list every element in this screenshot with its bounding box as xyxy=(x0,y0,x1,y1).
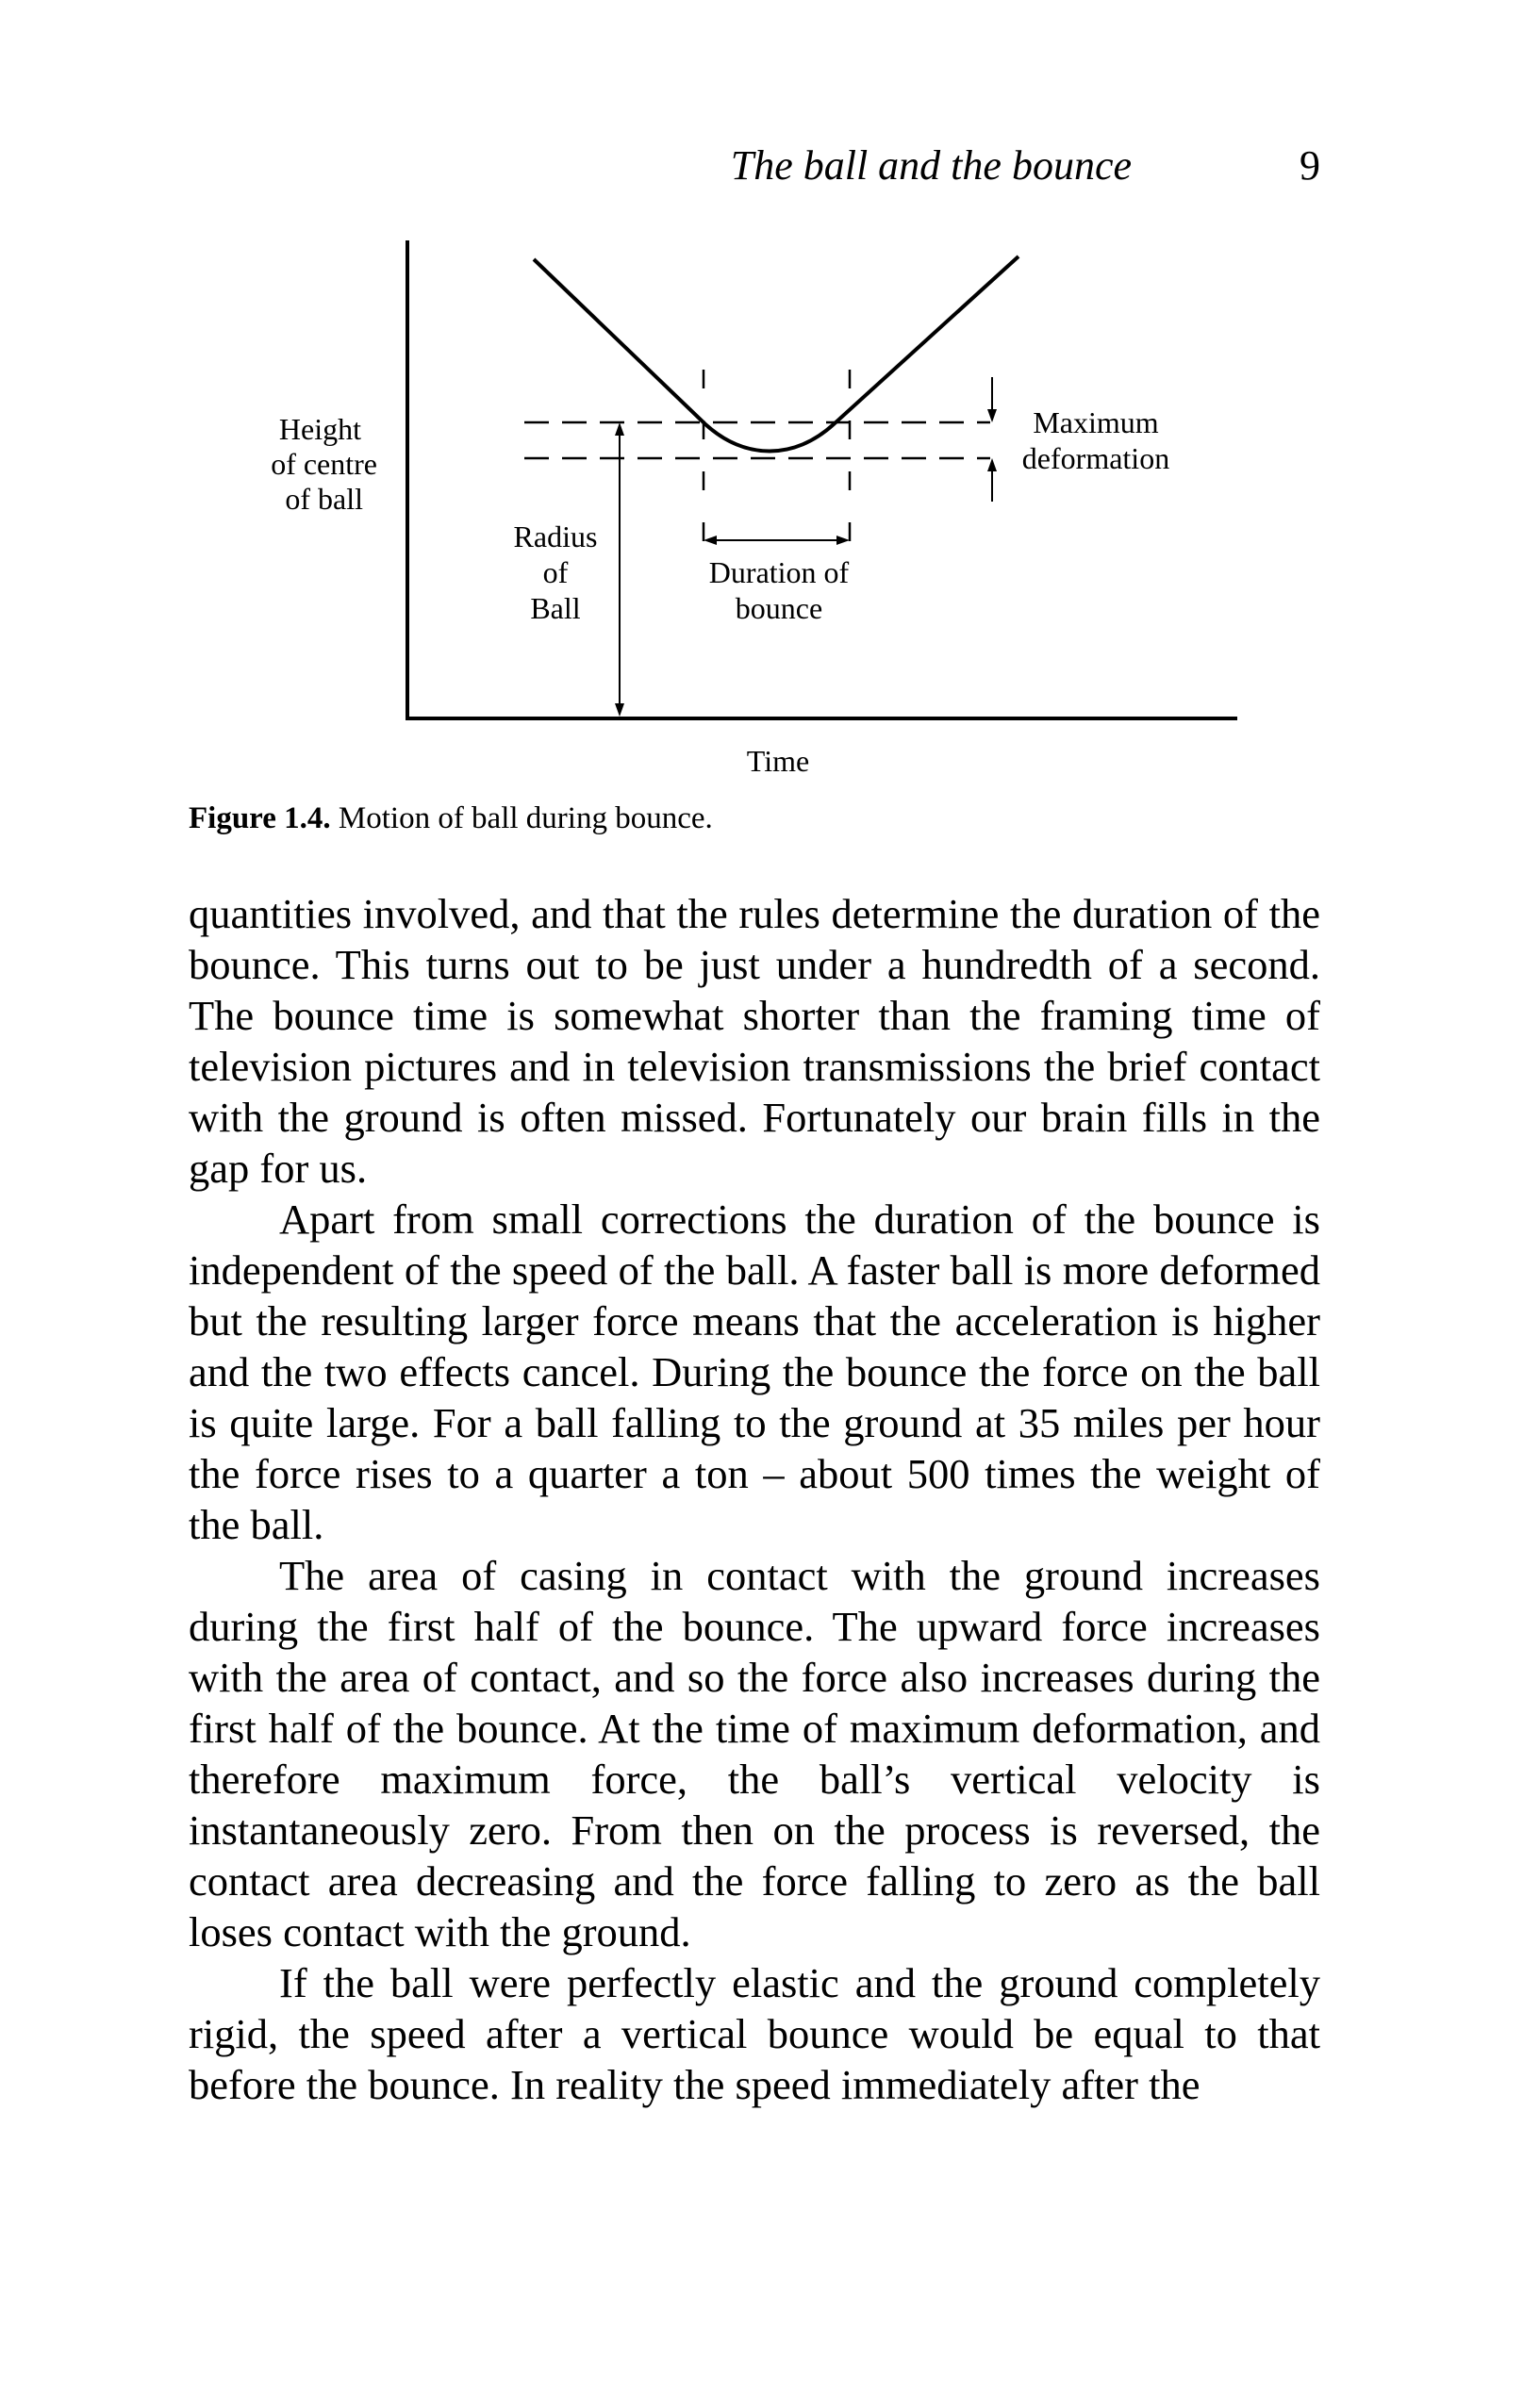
duration-label-line-1: Duration of xyxy=(708,555,850,589)
figure-caption-label: Figure 1.4. xyxy=(189,801,331,835)
deformation-label-line-2: deformation xyxy=(1021,441,1170,475)
y-axis-label-line-3: of ball xyxy=(285,482,363,516)
deformation-arrow-down-head xyxy=(987,409,997,422)
running-head-title: The ball and the bounce xyxy=(730,142,1132,189)
radius-arrow-head-bottom xyxy=(615,703,624,717)
x-axis-label: Time xyxy=(746,744,810,778)
radius-label-line-1: Radius xyxy=(513,520,598,553)
figure-caption-text: Motion of ball during bounce. xyxy=(330,801,713,835)
paragraph-2: Apart from small corrections the duration of the bounce is independent of the speed of the ball. A faster ball is more deformed but the resulting larger force means that the acceleration is higher and the two effects cancel. During the bounce the force on the ball is quite large. For a ball falling to the ground at 35 miles per hour the force rises to a quarter a ton – about 500 times the weight of the ball. xyxy=(189,1196,1320,1548)
figure-caption xyxy=(189,801,713,836)
radius-label-line-3: Ball xyxy=(530,591,581,625)
deformation-arrow-up-head xyxy=(987,458,997,471)
paragraph-3: The area of casing in contact with the ground increases during the first half of the bounce. The upward force increases with the area of contact, and so the force also increases during the first half of the bounce. At the time of maximum deformation, and therefore maximum force, the ball’s vertical velocity is instantaneously zero. From then on the process is reversed, the contact area decreasing and the force falling to zero as the ball loses contact with the ground. xyxy=(189,1552,1320,1955)
duration-arrow-head-left xyxy=(704,536,717,545)
y-axis-label-line-1: Height xyxy=(278,412,361,446)
body-text xyxy=(189,888,1320,2110)
radius-label-line-2: of xyxy=(542,555,569,589)
paragraph-4: If the ball were perfectly elastic and the ground completely rigid, the speed after a vertical bounce would be equal to that before the bounce. In reality the speed immediately after the xyxy=(189,1959,1320,2108)
duration-arrow-head-right xyxy=(836,536,850,545)
figure-bounce-motion xyxy=(0,0,1540,867)
radius-arrow-head-top xyxy=(615,422,624,436)
page-number: 9 xyxy=(1300,142,1320,189)
bounce-diagram xyxy=(0,0,1540,867)
deformation-label-line-1: Maximum xyxy=(1033,405,1159,439)
duration-label-line-2: bounce xyxy=(735,591,823,625)
paragraph-1: quantities involved, and that the rules determine the duration of the bounce. This turns out to be just under a hundredth of a second. The bounce time is somewhat shorter than the framing time of television pictures and in television transmissions the brief contact with the ground is often missed. Fortunately our brain fills in the gap for us. xyxy=(189,890,1320,1192)
y-axis-label-line-2: of centre xyxy=(271,447,377,481)
